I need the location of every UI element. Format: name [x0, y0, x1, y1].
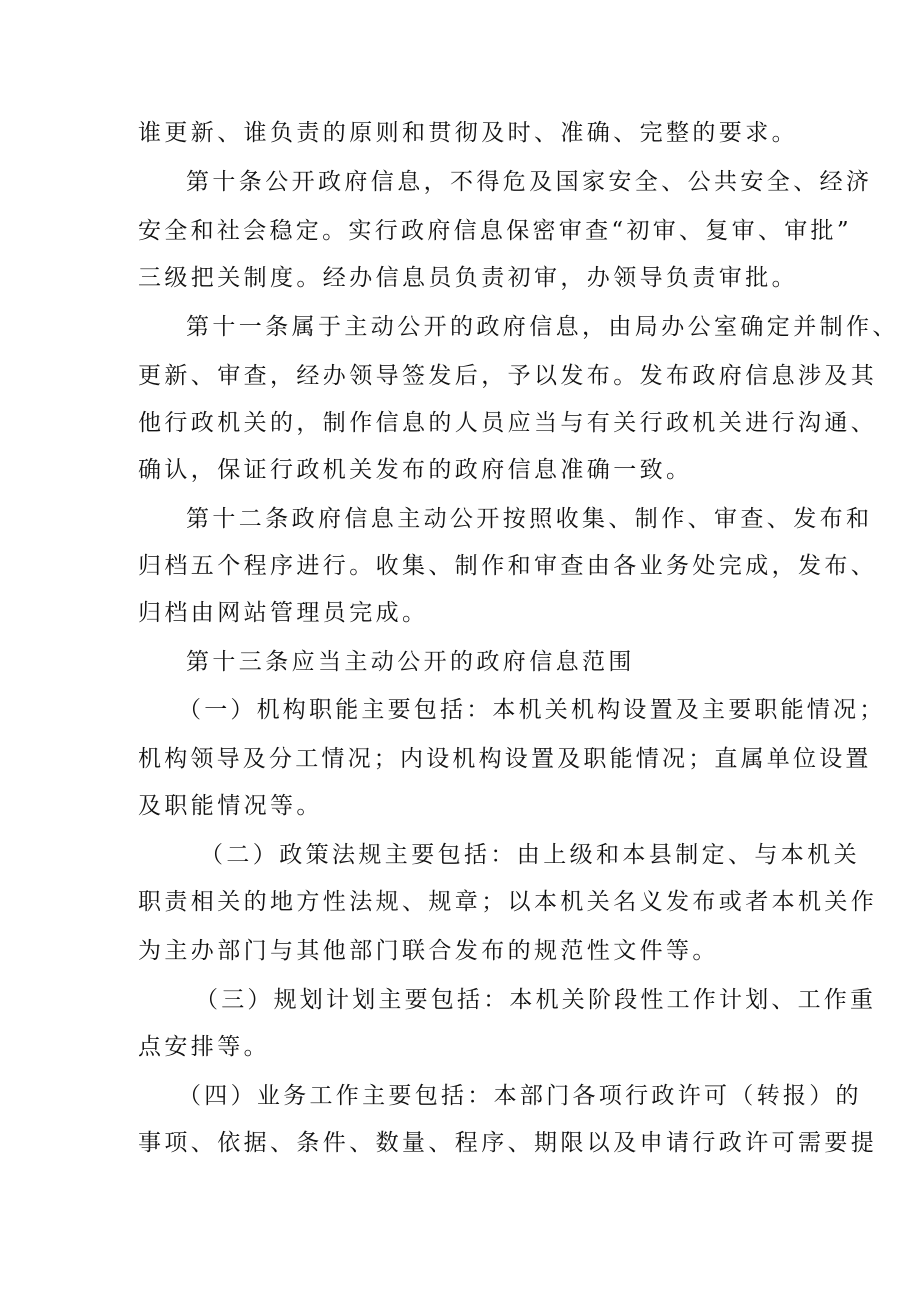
paragraph-line: 为主办部门与其他部门联合发布的规范性文件等。: [138, 938, 719, 964]
paragraph-line: 职责相关的地方性法规、规章；以本机关名义发布或者本机关作: [138, 889, 878, 915]
paragraph-line: 谁更新、谁负责的原则和贯彻及时、准确、完整的要求。: [138, 120, 798, 146]
paragraph-line: 及职能情况等。: [138, 793, 323, 819]
paragraph-line: （一）机构职能主要包括：本机关机构设置及主要职能情况；: [178, 697, 886, 723]
paragraph-line: 归档由网站管理员完成。: [138, 600, 429, 626]
paragraph-line: 三级把关制度。经办信息员负责初审，办领导负责审批。: [138, 265, 798, 291]
paragraph-line: 归档五个程序进行。收集、制作和审查由各业务处完成，发布、: [138, 553, 878, 579]
paragraph-line: 点安排等。: [138, 1034, 270, 1060]
paragraph-line: 第十一条属于主动公开的政府信息，由局办公室确定并制作、: [186, 314, 899, 340]
paragraph-line: （四）业务工作主要包括：本部门各项行政许可（转报）的: [178, 1083, 862, 1109]
paragraph-line: 安全和社会稳定。实行政府信息保密审查“初审、复审、审批”: [138, 218, 852, 244]
paragraph-line: 第十二条政府信息主动公开按照收集、制作、审查、发布和: [186, 506, 873, 532]
paragraph-line: （三）规划计划主要包括：本机关阶段性工作计划、工作重: [195, 987, 877, 1013]
paragraph-line: 更新、审查，经办领导签发后，予以发布。发布政府信息涉及其: [138, 363, 878, 389]
section-heading: 第十三条应当主动公开的政府信息范围: [186, 649, 635, 675]
paragraph-line: 第十条公开政府信息，不得危及国家安全、公共安全、经济: [186, 169, 873, 195]
paragraph-line: 事项、依据、条件、数量、程序、期限以及申请行政许可需要提: [138, 1130, 878, 1156]
paragraph-line: （二）政策法规主要包括：由上级和本县制定、与本机关: [200, 842, 860, 868]
paragraph-line: 他行政机关的，制作信息的人员应当与有关行政机关进行沟通、: [138, 410, 878, 436]
paragraph-line: 机构领导及分工情况；内设机构设置及职能情况；直属单位设置: [138, 746, 872, 772]
paragraph-line: 确认，保证行政机关发布的政府信息准确一致。: [138, 457, 693, 483]
